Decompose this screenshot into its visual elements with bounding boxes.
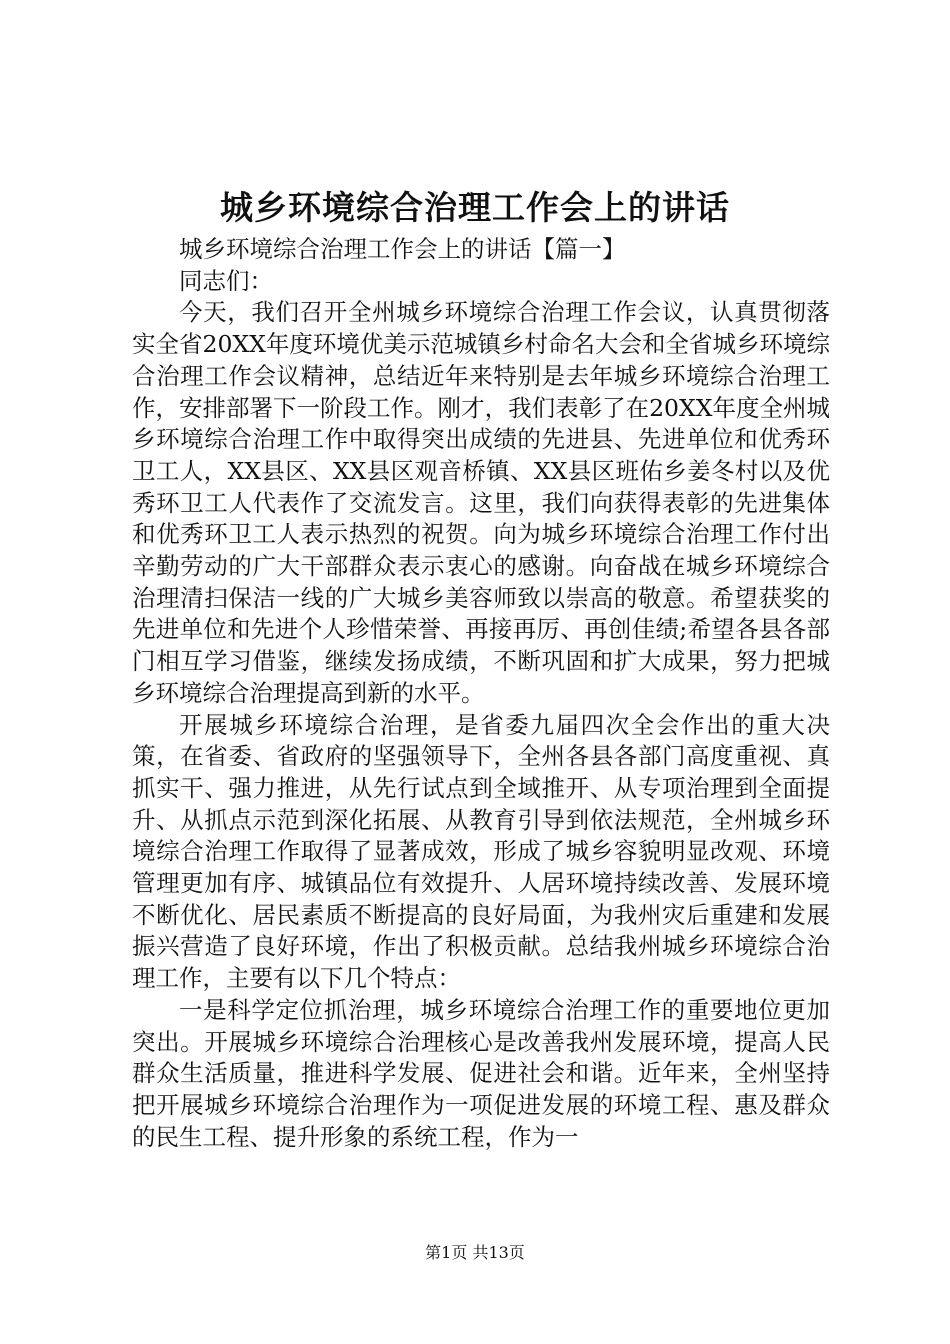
document-body [132,234,830,1153]
document-title: 城乡环境综合治理工作会上的讲话 [220,188,730,227]
page-footer: 第1页 共13页 [425,1243,525,1262]
paragraph-1: 今天，我们召开全州城乡环境综合治理工作会议，认真贯彻落实全省20XX年度环境优美示范城镇乡村命名大会和全省城乡环境综合治理工作会议精神，总结近年来特别是去年城乡环境综合治理工作，安排部署下一阶段工作。刚才，我们表彰了在20XX年度全州城乡环境综合治理工作中取得突出成绩的先进县、先进单位和优秀环卫工人，XX县区、XX县区观音桥镇、XX县区班佑乡姜冬村以及优秀环卫工人代表作了交流发言。这里，我们向获得表彰的先进集体和优秀环卫工人表示热烈的祝贺。向为城乡环境综合治理工作付出辛勤劳动的广大干部群众表示衷心的感谢。向奋战在城乡环境综合治理清扫保洁一线的广大城乡美容师致以崇高的敬意。希望获奖的先进单位和先进个人珍惜荣誉、再接再厉、再创佳绩;希望各县各部门相互学习借鉴，继续发扬成绩，不断巩固和扩大成果，努力把城乡环境综合治理提高到新的水平。 [132,298,830,707]
paragraph-2: 开展城乡环境综合治理，是省委九届四次全会作出的重大决策，在省委、省政府的坚强领导下，全州各县各部门高度重视、真抓实干、强力推进，从先行试点到全域推开、从专项治理到全面提升、从抓点示范到深化拓展、从教育引导到依法规范，全州城乡环境综合治理工作取得了显著成效，形成了城乡容貌明显改观、环境管理更加有序、城镇品位有效提升、人居环境持续改善、发展环境不断优化、居民素质不断提高的良好局面，为我州灾后重建和发展振兴营造了良好环境，作出了积极贡献。总结我州城乡环境综合治理工作，主要有以下几个特点： [132,710,830,993]
paragraph-3: 一是科学定位抓治理，城乡环境综合治理工作的重要地位更加突出。开展城乡环境综合治理核心是改善我州发展环境，提高人民群众生活质量，推进科学发展、促进社会和谐。近年来，全州坚持把开展城乡环境综合治理作为一项促进发展的环境工程、惠及群众的民生工程、提升形象的系统工程，作为一 [132,995,830,1151]
section-heading: 城乡环境综合治理工作会上的讲话【篇一】 [179,235,626,263]
salutation: 同志们： [179,266,273,295]
